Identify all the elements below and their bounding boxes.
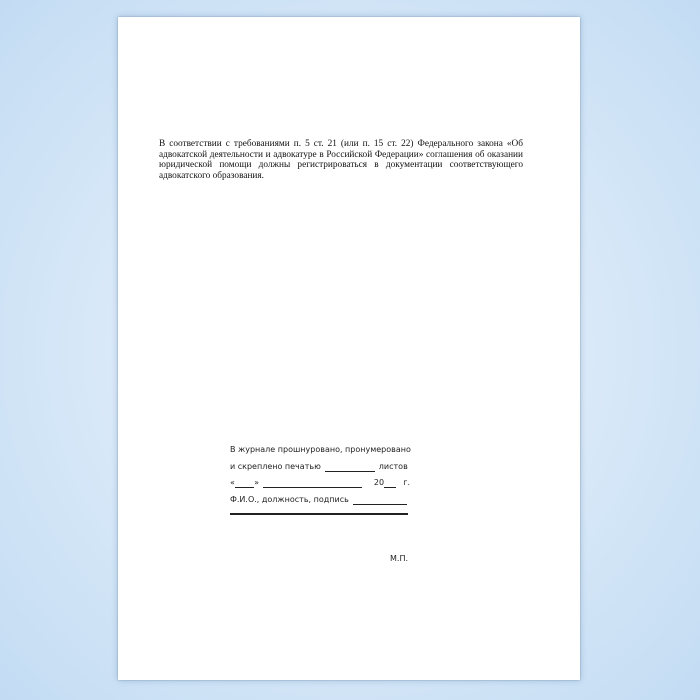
day-blank [235,479,254,488]
signature-label: Ф.И.О., должность, подпись [230,494,349,504]
quote-open: « [230,478,235,487]
stamp-line-2 [230,462,410,472]
year-suffix: г. [403,478,410,487]
stamp-date-line [230,478,410,488]
stamp-line-2-prefix: и скреплено печатью [230,461,321,471]
year-prefix: 20 [373,478,385,487]
signature-blank [353,496,407,505]
quote-close: » [254,478,259,487]
signature-rule [230,513,408,515]
sheet-count-blank [325,463,375,472]
stamp-line-1 [230,445,410,455]
stamp-line-2-suffix: листов [378,461,408,471]
year-blank [384,479,396,488]
month-blank [263,479,363,488]
stamp-line-1-text: В журнале прошнуровано, пронумеровано [230,445,411,454]
binding-certification-block [230,445,410,515]
seal-placeholder-label: М.П. [390,554,409,563]
stamp-signature-line [230,495,410,505]
registration-notice: В соответствии с требованиями п. 5 ст. 21 (или п. 15 ст. 22) Федерального закона «Об адвокатской деятельности и адвокатуре в Российской Федерации» соглашения об оказании юридической помощи должны регистрироваться в документации соответствующего адвокатского образования. [159,139,523,181]
document-page [118,17,580,680]
